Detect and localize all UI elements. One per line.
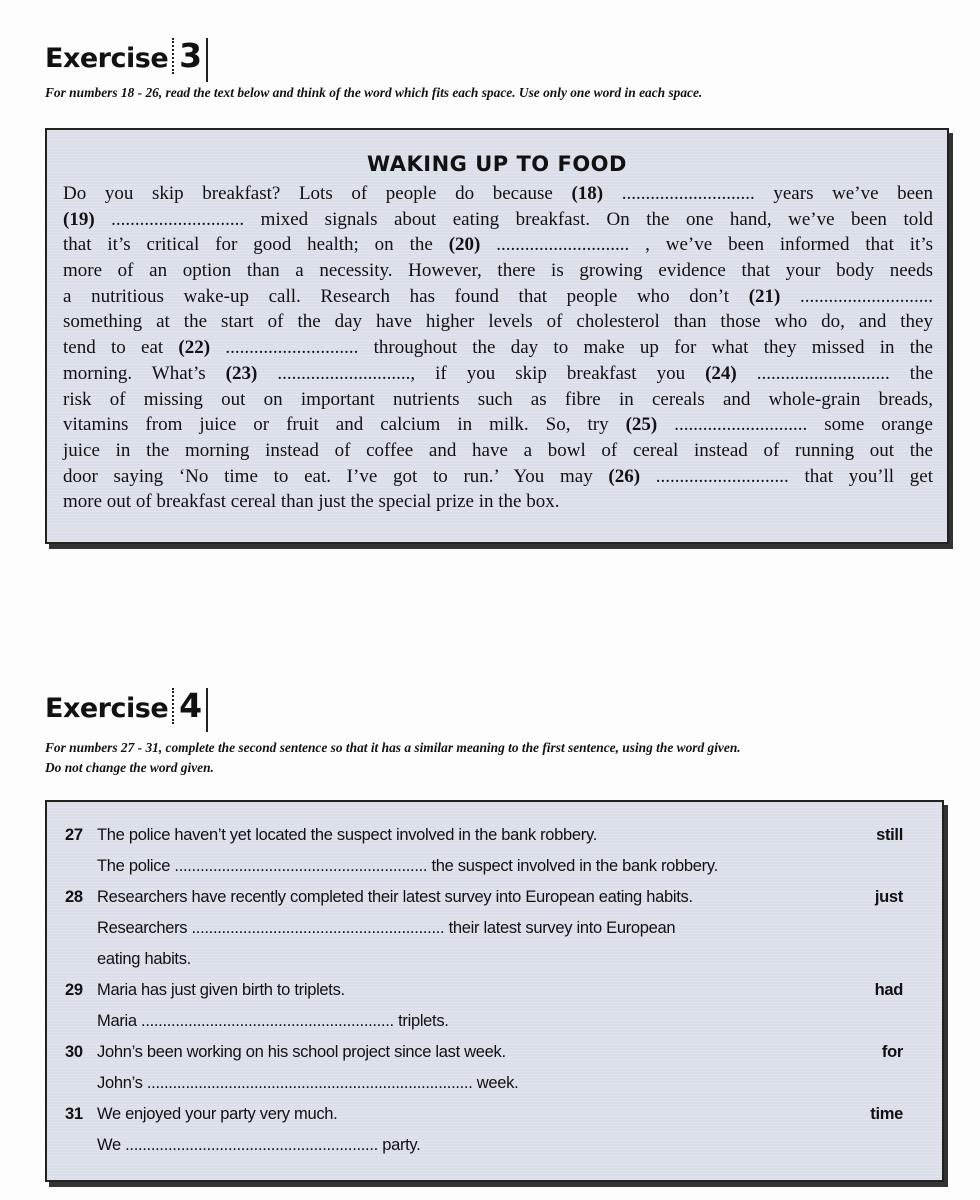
item-number: 30 <box>65 1043 83 1061</box>
passage-text-segment: ............................ some orange <box>657 414 933 436</box>
passage-text-segment: ............................, if you skip breakfast you <box>257 362 706 384</box>
answer-line[interactable]: The police ........................................................... the suspect involved in the bank robbery. <box>97 857 718 875</box>
exercise-label: Exercise <box>45 43 169 74</box>
passage-line <box>63 232 933 258</box>
gap-number: (20) <box>448 234 481 256</box>
item-sentence: John’s been working on his school project since last week. <box>97 1043 506 1061</box>
item-sentence-row <box>65 820 903 851</box>
passage-text-segment: ............................ years we’ve been <box>603 183 933 204</box>
gap-number: (26) <box>608 465 641 487</box>
passage-text-segment: Do you skip breakfast? Lots of people do because <box>63 183 572 204</box>
item-sentence-row <box>65 882 903 913</box>
item-sentence-row <box>65 1037 903 1068</box>
exercise-label: Exercise <box>45 693 169 724</box>
item-sentence-row <box>65 1099 903 1130</box>
passage-line <box>63 438 933 464</box>
passage-line <box>63 387 933 413</box>
passage-line <box>63 335 933 361</box>
transformation-items <box>65 820 903 1161</box>
answer-line[interactable]: eating habits. <box>97 950 191 968</box>
item-number: 28 <box>65 888 83 906</box>
passage-text-segment: ............................ throughout the day to make up for what they missed in the <box>210 337 933 359</box>
item-answer-row <box>65 1130 903 1161</box>
instructions-line: Do not change the word given. <box>45 760 214 775</box>
passage-text-segment: ............................ mixed signals about eating breakfast. On the one hand, we’ve been told <box>94 208 933 230</box>
exercise-3-instructions: For numbers 18 - 26, read the text below and think of the word which fits each space. Use only one word in each space. <box>45 85 703 100</box>
answer-line[interactable]: John’s ............................................................................ week. <box>97 1074 519 1092</box>
exercise-4-heading <box>45 688 208 724</box>
passage-title: WAKING UP TO FOOD <box>367 152 627 176</box>
gap-number: (19) <box>63 208 95 230</box>
item-keyword: just <box>874 888 903 906</box>
item-keyword: for <box>881 1043 903 1061</box>
passage-text-segment: risk of missing out on important nutrients such as fibre in cereals and whole-grain breads, <box>63 388 933 410</box>
item-number: 29 <box>65 981 83 999</box>
gap-number: (23) <box>225 362 258 384</box>
item-answer-row <box>65 1006 903 1037</box>
passage-text-segment: vitamins from juice or fruit and calcium in milk. So, try <box>63 414 626 436</box>
gap-number: (18) <box>571 183 604 204</box>
item-sentence-row <box>65 975 903 1006</box>
item-number: 27 <box>65 826 83 844</box>
passage-text-segment: that it’s critical for good health; on the <box>63 234 449 256</box>
passage-text-segment: more of an option than a necessity. However, there is growing evidence that your body needs <box>63 260 933 282</box>
passage-text-segment: something at the start of the day have higher levels of cholesterol than those who do, and they <box>63 311 933 333</box>
item-sentence: The police haven’t yet located the suspect involved in the bank robbery. <box>97 826 597 844</box>
item-answer-row <box>65 851 903 882</box>
passage-line <box>63 284 933 310</box>
item-answer-row <box>65 944 903 975</box>
passage-text-segment: ............................ <box>780 285 934 307</box>
exercise-number: 3 <box>179 36 203 75</box>
item-keyword: had <box>874 981 903 999</box>
passage-text-segment: ............................ that you’ll get <box>640 465 934 487</box>
passage-line <box>63 489 933 515</box>
passage-text-segment: tend to eat <box>63 337 179 359</box>
dotted-divider <box>172 688 174 724</box>
passage-text-segment: morning. What’s <box>63 362 226 384</box>
answer-line[interactable]: Maria ........................................................... triplets. <box>97 1012 449 1030</box>
item-number: 31 <box>65 1105 83 1123</box>
passage-text-segment: more out of breakfast cereal than just the special prize in the box. <box>63 491 560 513</box>
passage-box <box>45 128 949 544</box>
exercise-4-instructions <box>45 738 945 778</box>
passage-text-segment: ............................ , we’ve been informed that it’s <box>480 234 933 256</box>
passage-line <box>63 412 933 438</box>
passage-line <box>63 361 933 387</box>
item-sentence: We enjoyed your party very much. <box>97 1105 338 1123</box>
transformation-box <box>45 800 944 1182</box>
item-sentence: Researchers have recently completed their latest survey into European eating habits. <box>97 888 693 906</box>
gap-number: (24) <box>705 362 737 384</box>
passage-text-segment: door saying ‘No time to eat. I’ve got to run.’ You may <box>63 465 609 487</box>
passage-line <box>63 181 933 207</box>
gap-number: (25) <box>625 414 658 436</box>
passage-line <box>63 309 933 335</box>
item-answer-row <box>65 913 903 944</box>
passage-line <box>63 464 933 490</box>
passage-text <box>63 181 933 515</box>
passage-text-segment: ............................ the <box>736 362 934 384</box>
exercise-number: 4 <box>179 686 203 725</box>
passage-line <box>63 207 933 233</box>
gap-number: (22) <box>178 337 211 359</box>
item-answer-row <box>65 1068 903 1099</box>
heading-bar <box>206 38 208 82</box>
item-keyword: time <box>870 1105 903 1123</box>
instructions-line: For numbers 27 - 31, complete the second sentence so that it has a similar meaning to the first sentence, using the word given. <box>45 740 741 755</box>
passage-line <box>63 258 933 284</box>
passage-text-segment: a nutritious wake-up call. Research has found that people who don’t <box>63 285 749 307</box>
passage-text-segment: juice in the morning instead of coffee and have a bowl of cereal instead of running out the <box>63 439 933 461</box>
item-sentence: Maria has just given birth to triplets. <box>97 981 345 999</box>
answer-line[interactable]: We ........................................................... party. <box>97 1136 421 1154</box>
exercise-3-heading <box>45 38 208 74</box>
gap-number: (21) <box>748 285 781 307</box>
item-keyword: still <box>876 826 903 844</box>
heading-bar <box>206 688 208 732</box>
answer-line[interactable]: Researchers ........................................................... their latest survey into European <box>97 919 676 937</box>
dotted-divider <box>172 38 174 74</box>
